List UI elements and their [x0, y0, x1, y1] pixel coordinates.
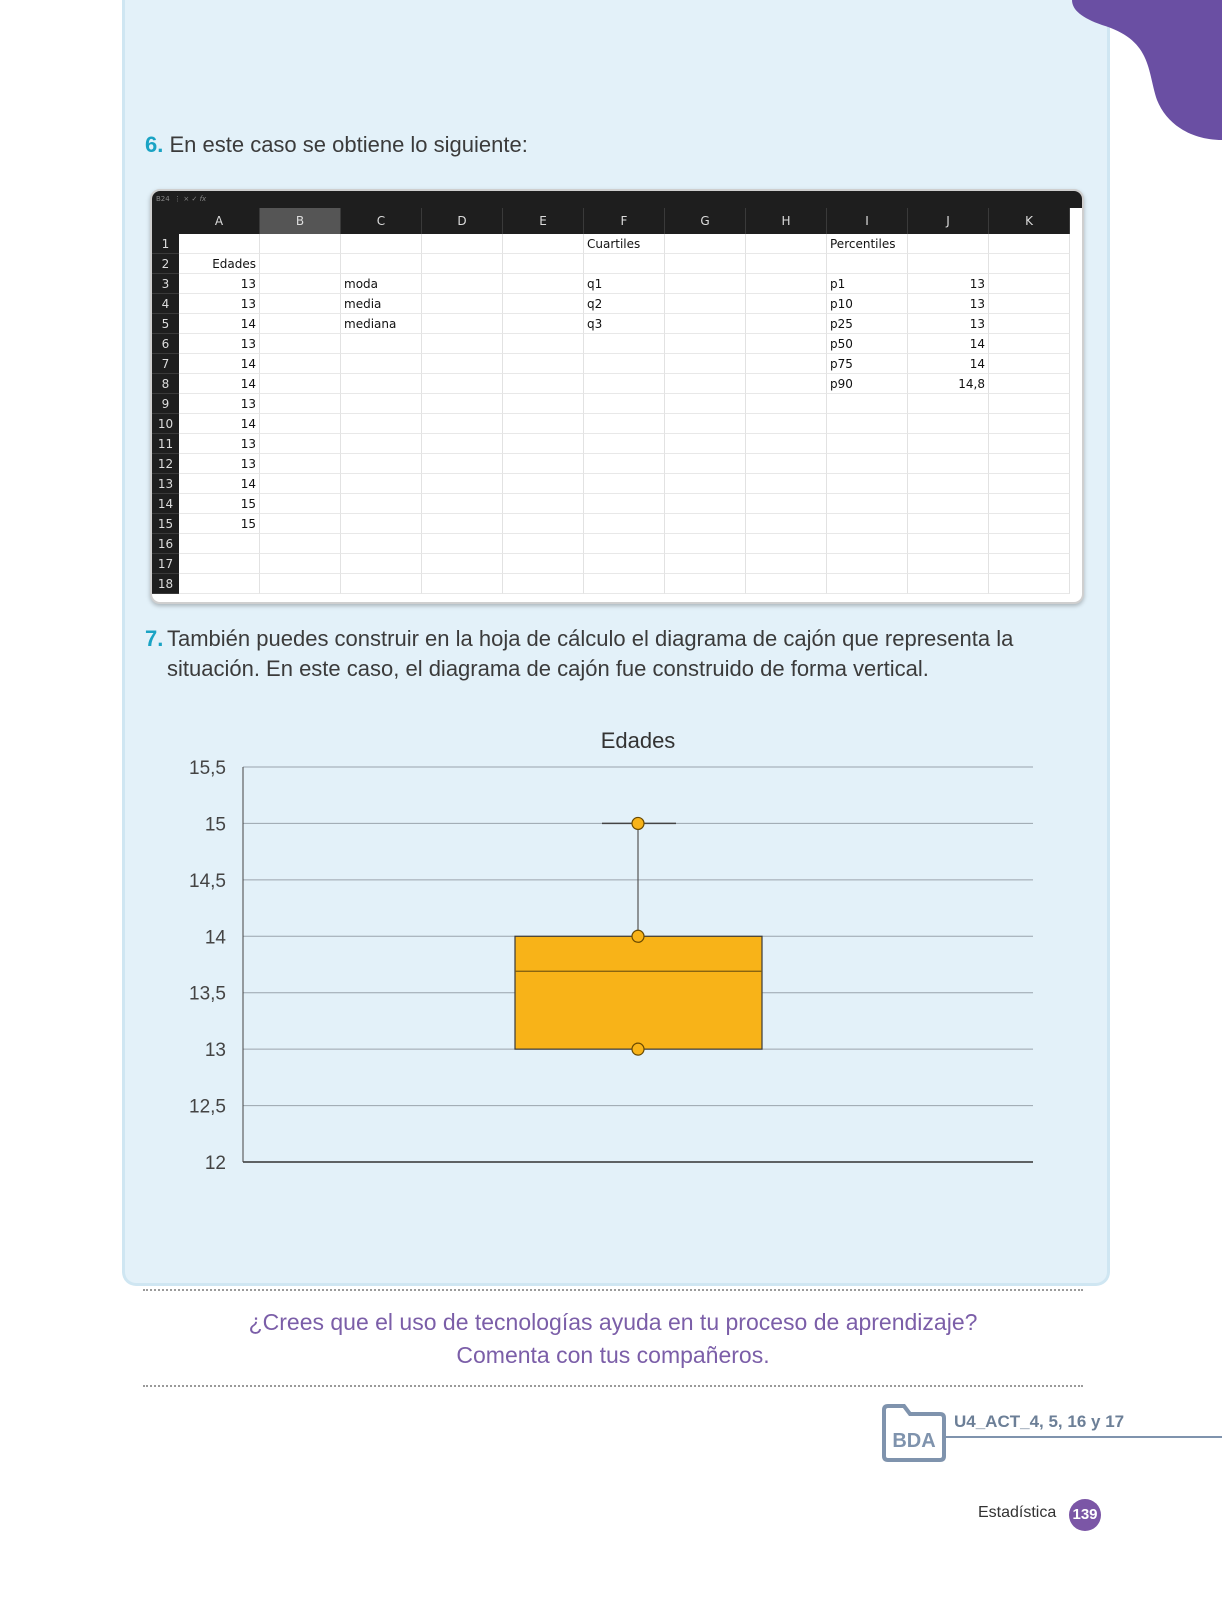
cell-e4[interactable] [503, 294, 584, 314]
cell-f15[interactable] [584, 514, 665, 534]
cell-e15[interactable] [503, 514, 584, 534]
step-7-text: También puedes construir en la hoja de cálculo el diagrama de cajón que representa la situación. En este caso, el diagrama de cajón fue construido de forma vertical. [167, 626, 1014, 681]
cell-g12[interactable] [665, 454, 746, 474]
cell-a18[interactable] [179, 574, 260, 594]
cell-k8[interactable] [989, 374, 1070, 394]
cell-i14[interactable] [827, 494, 908, 514]
cell-c7[interactable] [341, 354, 422, 374]
step-6-text: En este caso se obtiene lo siguiente: [169, 132, 528, 157]
cell-e6[interactable] [503, 334, 584, 354]
cell-j8[interactable]: 14,8 [908, 374, 989, 394]
y-tick-label-7: 15,5 [189, 758, 226, 779]
cell-f18[interactable] [584, 574, 665, 594]
section-label: Estadística [978, 1504, 1057, 1521]
cell-h1[interactable] [746, 234, 827, 254]
cell-g16[interactable] [665, 534, 746, 554]
cell-k4[interactable] [989, 294, 1070, 314]
y-tick-label-4: 14 [204, 927, 226, 949]
cell-b15[interactable] [260, 514, 341, 534]
row-header-18[interactable]: 18 [152, 574, 179, 594]
cell-a2[interactable]: Edades [179, 254, 260, 274]
cell-j3[interactable]: 13 [908, 274, 989, 294]
cell-e9[interactable] [503, 394, 584, 414]
cell-e8[interactable] [503, 374, 584, 394]
cell-g4[interactable] [665, 294, 746, 314]
cell-c1[interactable] [341, 234, 422, 254]
cell-h7[interactable] [746, 354, 827, 374]
row-header-12[interactable]: 12 [152, 454, 179, 474]
cell-f7[interactable] [584, 354, 665, 374]
cell-h14[interactable] [746, 494, 827, 514]
cell-d18[interactable] [422, 574, 503, 594]
cell-i15[interactable] [827, 514, 908, 534]
cell-k9[interactable] [989, 394, 1070, 414]
cell-f2[interactable] [584, 254, 665, 274]
row-header-10[interactable]: 10 [152, 414, 179, 434]
cell-c3[interactable]: moda [341, 274, 422, 294]
box-iqr [515, 936, 762, 1049]
cell-j2[interactable] [908, 254, 989, 274]
spreadsheet-screenshot [150, 189, 1084, 604]
cell-a15[interactable]: 15 [179, 514, 260, 534]
cell-e14[interactable] [503, 494, 584, 514]
column-header-k[interactable]: K [989, 208, 1070, 234]
cell-a9[interactable]: 13 [179, 394, 260, 414]
cell-d6[interactable] [422, 334, 503, 354]
cell-f8[interactable] [584, 374, 665, 394]
row-header-4[interactable]: 4 [152, 294, 179, 314]
row-header-8[interactable]: 8 [152, 374, 179, 394]
cell-g11[interactable] [665, 434, 746, 454]
cell-i6[interactable]: p50 [827, 334, 908, 354]
cell-k1[interactable] [989, 234, 1070, 254]
row-header-16[interactable]: 16 [152, 534, 179, 554]
cell-j1[interactable] [908, 234, 989, 254]
cell-d17[interactable] [422, 554, 503, 574]
row-header-1[interactable]: 1 [152, 234, 179, 254]
row-header-7[interactable]: 7 [152, 354, 179, 374]
bda-code: U4_ACT_4, 5, 16 y 17 [954, 1412, 1125, 1431]
cell-b14[interactable] [260, 494, 341, 514]
cell-d11[interactable] [422, 434, 503, 454]
cell-j7[interactable]: 14 [908, 354, 989, 374]
cell-h6[interactable] [746, 334, 827, 354]
cell-j15[interactable] [908, 514, 989, 534]
cell-e2[interactable] [503, 254, 584, 274]
cell-d16[interactable] [422, 534, 503, 554]
cell-g15[interactable] [665, 514, 746, 534]
question-line-1: ¿Crees que el uso de tecnologías ayuda en tu proceso de aprendizaje? [248, 1309, 978, 1335]
cell-c6[interactable] [341, 334, 422, 354]
cell-f11[interactable] [584, 434, 665, 454]
row-header-2[interactable]: 2 [152, 254, 179, 274]
cell-i17[interactable] [827, 554, 908, 574]
cell-i11[interactable] [827, 434, 908, 454]
column-header-b[interactable]: B [260, 208, 341, 234]
cell-d10[interactable] [422, 414, 503, 434]
cell-f13[interactable] [584, 474, 665, 494]
cell-c12[interactable] [341, 454, 422, 474]
cell-c10[interactable] [341, 414, 422, 434]
cell-c9[interactable] [341, 394, 422, 414]
cell-b17[interactable] [260, 554, 341, 574]
cell-b6[interactable] [260, 334, 341, 354]
corner-decoration [1042, 0, 1222, 150]
cell-a8[interactable]: 14 [179, 374, 260, 394]
cell-g18[interactable] [665, 574, 746, 594]
cell-j4[interactable]: 13 [908, 294, 989, 314]
cell-k17[interactable] [989, 554, 1070, 574]
cell-d9[interactable] [422, 394, 503, 414]
cell-g13[interactable] [665, 474, 746, 494]
cell-a13[interactable]: 14 [179, 474, 260, 494]
cell-c11[interactable] [341, 434, 422, 454]
cell-j18[interactable] [908, 574, 989, 594]
question-line-2: Comenta con tus compañeros. [456, 1342, 770, 1368]
sheet-corner[interactable] [152, 208, 179, 234]
cell-h12[interactable] [746, 454, 827, 474]
cell-a17[interactable] [179, 554, 260, 574]
cell-e1[interactable] [503, 234, 584, 254]
row-header-13[interactable]: 13 [152, 474, 179, 494]
cell-a3[interactable]: 13 [179, 274, 260, 294]
row-header-5[interactable]: 5 [152, 314, 179, 334]
cell-j9[interactable] [908, 394, 989, 414]
name-box: B24 [156, 195, 170, 203]
cell-b8[interactable] [260, 374, 341, 394]
cell-k15[interactable] [989, 514, 1070, 534]
cell-b9[interactable] [260, 394, 341, 414]
cell-k6[interactable] [989, 334, 1070, 354]
cell-c2[interactable] [341, 254, 422, 274]
cell-g5[interactable] [665, 314, 746, 334]
cell-k12[interactable] [989, 454, 1070, 474]
cell-g10[interactable] [665, 414, 746, 434]
step-7-number: 7. [145, 626, 164, 651]
cell-h18[interactable] [746, 574, 827, 594]
cell-b10[interactable] [260, 414, 341, 434]
cell-a7[interactable]: 14 [179, 354, 260, 374]
cell-c16[interactable] [341, 534, 422, 554]
cell-b7[interactable] [260, 354, 341, 374]
cell-b5[interactable] [260, 314, 341, 334]
cell-e11[interactable] [503, 434, 584, 454]
cell-f4[interactable]: q2 [584, 294, 665, 314]
cell-b16[interactable] [260, 534, 341, 554]
column-header-d[interactable]: D [422, 208, 503, 234]
cell-c13[interactable] [341, 474, 422, 494]
cell-c14[interactable] [341, 494, 422, 514]
cell-j14[interactable] [908, 494, 989, 514]
cell-c5[interactable]: mediana [341, 314, 422, 334]
cell-d12[interactable] [422, 454, 503, 474]
cell-i12[interactable] [827, 454, 908, 474]
cell-k18[interactable] [989, 574, 1070, 594]
cell-a14[interactable]: 15 [179, 494, 260, 514]
column-header-i[interactable]: I [827, 208, 908, 234]
cell-i10[interactable] [827, 414, 908, 434]
cell-f17[interactable] [584, 554, 665, 574]
cell-d7[interactable] [422, 354, 503, 374]
formula-bar: B24 ⋮ × ✓ fx [152, 191, 1082, 208]
cell-g9[interactable] [665, 394, 746, 414]
cell-f12[interactable] [584, 454, 665, 474]
step-6 [145, 130, 528, 160]
column-header-a[interactable]: A [179, 208, 260, 234]
cell-h5[interactable] [746, 314, 827, 334]
cell-h8[interactable] [746, 374, 827, 394]
cell-d2[interactable] [422, 254, 503, 274]
cell-d3[interactable] [422, 274, 503, 294]
cell-g7[interactable] [665, 354, 746, 374]
step-7 [145, 624, 1025, 684]
column-header-e[interactable]: E [503, 208, 584, 234]
cell-d4[interactable] [422, 294, 503, 314]
cell-e5[interactable] [503, 314, 584, 334]
cell-a11[interactable]: 13 [179, 434, 260, 454]
cell-d8[interactable] [422, 374, 503, 394]
cell-k16[interactable] [989, 534, 1070, 554]
cell-c8[interactable] [341, 374, 422, 394]
cell-e12[interactable] [503, 454, 584, 474]
cell-k11[interactable] [989, 434, 1070, 454]
chart-title: Edades [600, 728, 676, 753]
cell-a1[interactable] [179, 234, 260, 254]
cell-f16[interactable] [584, 534, 665, 554]
cell-f6[interactable] [584, 334, 665, 354]
cell-h15[interactable] [746, 514, 827, 534]
cell-h13[interactable] [746, 474, 827, 494]
cell-f14[interactable] [584, 494, 665, 514]
cell-e13[interactable] [503, 474, 584, 494]
cell-h3[interactable] [746, 274, 827, 294]
cell-i5[interactable]: p25 [827, 314, 908, 334]
cell-e7[interactable] [503, 354, 584, 374]
y-tick-label-2: 13 [204, 1040, 226, 1062]
dotted-divider-top [143, 1289, 1083, 1291]
cell-i18[interactable] [827, 574, 908, 594]
cell-i16[interactable] [827, 534, 908, 554]
cell-h9[interactable] [746, 394, 827, 414]
cell-a6[interactable]: 13 [179, 334, 260, 354]
row-header-6[interactable]: 6 [152, 334, 179, 354]
reflection-question [143, 1306, 1083, 1372]
cell-h4[interactable] [746, 294, 827, 314]
column-header-h[interactable]: H [746, 208, 827, 234]
cell-j16[interactable] [908, 534, 989, 554]
cell-d5[interactable] [422, 314, 503, 334]
cell-d13[interactable] [422, 474, 503, 494]
cell-i8[interactable]: p90 [827, 374, 908, 394]
cell-a12[interactable]: 13 [179, 454, 260, 474]
cell-g1[interactable] [665, 234, 746, 254]
row-header-11[interactable]: 11 [152, 434, 179, 454]
cell-f1[interactable]: Cuartiles [584, 234, 665, 254]
cell-j6[interactable]: 14 [908, 334, 989, 354]
cell-e10[interactable] [503, 414, 584, 434]
dotted-divider-bottom [143, 1385, 1083, 1387]
cell-e16[interactable] [503, 534, 584, 554]
column-header-f[interactable]: F [584, 208, 665, 234]
cell-c15[interactable] [341, 514, 422, 534]
column-header-g[interactable]: G [665, 208, 746, 234]
cell-k7[interactable] [989, 354, 1070, 374]
data-point-1 [632, 930, 644, 942]
data-point-2 [632, 1043, 644, 1055]
cell-a4[interactable]: 13 [179, 294, 260, 314]
y-tick-label-5: 14,5 [189, 870, 226, 892]
row-header-17[interactable]: 17 [152, 554, 179, 574]
bda-folder-icon [880, 1400, 950, 1462]
cell-k13[interactable] [989, 474, 1070, 494]
cell-f9[interactable] [584, 394, 665, 414]
bda-badge: BDA [892, 1430, 936, 1452]
cell-j12[interactable] [908, 454, 989, 474]
cell-k3[interactable] [989, 274, 1070, 294]
cell-j10[interactable] [908, 414, 989, 434]
cell-i3[interactable]: p1 [827, 274, 908, 294]
cell-b12[interactable] [260, 454, 341, 474]
cell-a16[interactable] [179, 534, 260, 554]
row-header-15[interactable]: 15 [152, 514, 179, 534]
cell-d1[interactable] [422, 234, 503, 254]
data-point-0 [632, 817, 644, 829]
cell-h16[interactable] [746, 534, 827, 554]
box-plot-chart [175, 720, 1055, 1190]
cell-i2[interactable] [827, 254, 908, 274]
cell-j13[interactable] [908, 474, 989, 494]
cell-d15[interactable] [422, 514, 503, 534]
cell-b4[interactable] [260, 294, 341, 314]
cell-b13[interactable] [260, 474, 341, 494]
cell-i7[interactable]: p75 [827, 354, 908, 374]
cell-j17[interactable] [908, 554, 989, 574]
cell-g2[interactable] [665, 254, 746, 274]
cell-f3[interactable]: q1 [584, 274, 665, 294]
page-number: 139 [1069, 1499, 1101, 1531]
cell-f5[interactable]: q3 [584, 314, 665, 334]
cell-k10[interactable] [989, 414, 1070, 434]
cell-g14[interactable] [665, 494, 746, 514]
cell-b18[interactable] [260, 574, 341, 594]
cell-k5[interactable] [989, 314, 1070, 334]
cell-b11[interactable] [260, 434, 341, 454]
y-tick-label-1: 12,5 [189, 1096, 226, 1118]
cell-k14[interactable] [989, 494, 1070, 514]
cell-j11[interactable] [908, 434, 989, 454]
row-header-9[interactable]: 9 [152, 394, 179, 414]
cell-i13[interactable] [827, 474, 908, 494]
cell-b1[interactable] [260, 234, 341, 254]
cell-c18[interactable] [341, 574, 422, 594]
row-header-3[interactable]: 3 [152, 274, 179, 294]
cell-h2[interactable] [746, 254, 827, 274]
cell-c4[interactable]: media [341, 294, 422, 314]
bda-underline [944, 1436, 1222, 1438]
cell-k2[interactable] [989, 254, 1070, 274]
cell-a5[interactable]: 14 [179, 314, 260, 334]
cell-b3[interactable] [260, 274, 341, 294]
cell-c17[interactable] [341, 554, 422, 574]
cell-h10[interactable] [746, 414, 827, 434]
cell-j5[interactable]: 13 [908, 314, 989, 334]
cell-b2[interactable] [260, 254, 341, 274]
cell-a10[interactable]: 14 [179, 414, 260, 434]
cell-h17[interactable] [746, 554, 827, 574]
row-header-14[interactable]: 14 [152, 494, 179, 514]
column-header-j[interactable]: J [908, 208, 989, 234]
cell-e3[interactable] [503, 274, 584, 294]
cell-i4[interactable]: p10 [827, 294, 908, 314]
cell-g6[interactable] [665, 334, 746, 354]
cell-h11[interactable] [746, 434, 827, 454]
cell-e17[interactable] [503, 554, 584, 574]
column-header-c[interactable]: C [341, 208, 422, 234]
y-tick-label-0: 12 [204, 1153, 226, 1174]
y-tick-label-3: 13,5 [189, 983, 226, 1005]
cell-f10[interactable] [584, 414, 665, 434]
cell-i1[interactable]: Percentiles [827, 234, 908, 254]
cell-e18[interactable] [503, 574, 584, 594]
cell-g17[interactable] [665, 554, 746, 574]
cell-d14[interactable] [422, 494, 503, 514]
y-tick-label-6: 15 [204, 814, 226, 836]
cell-i9[interactable] [827, 394, 908, 414]
cell-g8[interactable] [665, 374, 746, 394]
step-6-number: 6. [145, 132, 164, 157]
cell-g3[interactable] [665, 274, 746, 294]
